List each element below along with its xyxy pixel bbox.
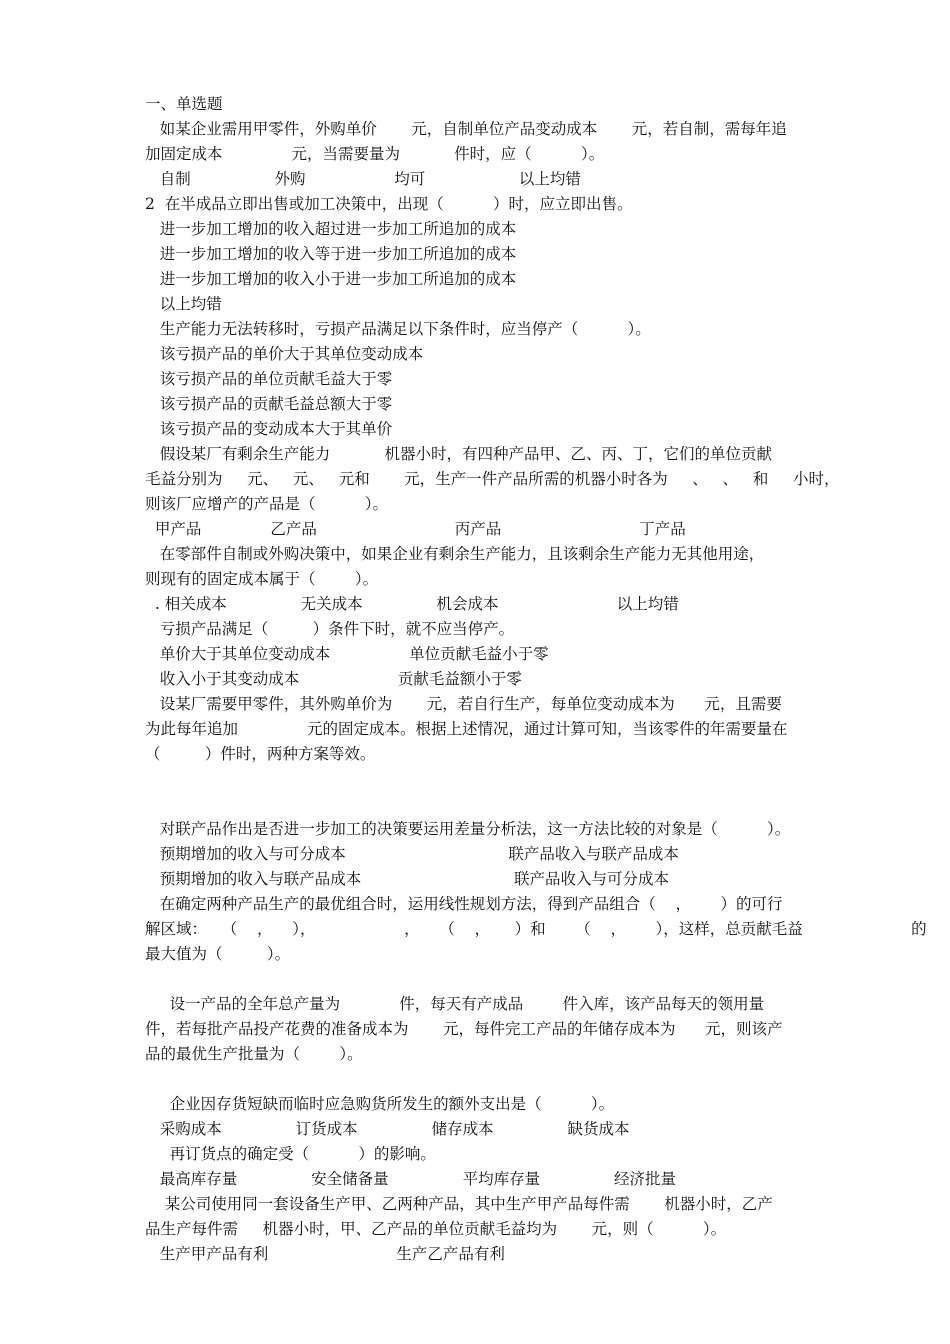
text-line: 解区域： （ ， ）， ， （ ， ）和 （ ， ），这样，总贡献毛益 的 — [145, 920, 927, 938]
text-line: 在零部件自制或外购决策中，如果企业有剩余生产能力，且该剩余生产能力无其他用途， — [145, 545, 765, 563]
text-line: 最高库存量 安全储备量 平均库存量 经济批量 — [145, 1170, 676, 1188]
text-line: 预期增加的收入与可分成本 联产品收入与联产品成本 — [145, 845, 679, 863]
text-line: 如某企业需用甲零件，外购单价 元，自制单位产品变动成本 元，若自制，需每年追 — [145, 120, 787, 138]
text-line: 为此每年追加 元的固定成本。根据上述情况，通过计算可知，当该零件的年需要量在 — [145, 720, 788, 738]
text-line: 采购成本 订货成本 储存成本 缺货成本 — [145, 1120, 630, 1138]
text-line: 某公司使用同一套设备生产甲、乙两种产品，其中生产甲产品每件需 机器小时，乙产 — [145, 1195, 773, 1213]
text-line: 企业因存货短缺而临时应急购货所发生的额外支出是（ ）。 — [145, 1095, 615, 1113]
text-line: 在确定两种产品生产的最优组合时，运用线性规划方法，得到产品组合（ ， ）的可行 — [145, 895, 783, 913]
text-line: 生产甲产品有利 生产乙产品有利 — [145, 1245, 505, 1263]
text-line: 设某厂需要甲零件，其外购单价为 元，若自行生产，每单位变动成本为 元，且需要 — [145, 695, 782, 713]
text-line: 品的最优生产批量为（ ）。 — [145, 1045, 363, 1063]
text-line: 单价大于其单位变动成本 单位贡献毛益小于零 — [145, 645, 549, 663]
text-line: 则该厂应增产的产品是（ ）。 — [145, 495, 389, 513]
text-line: . 相关成本 无关成本 机会成本 以上均错 — [145, 595, 679, 613]
text-line: 最大值为（ ）。 — [145, 945, 291, 963]
text-line: 毛益分别为 元、 元、 元和 元，生产一件产品所需的机器小时各为 、 、 和 小时， — [145, 470, 840, 488]
text-line: 则现有的固定成本属于（ ）。 — [145, 570, 379, 588]
text-line: 进一步加工增加的收入等于进一步加工所追加的成本 — [145, 245, 517, 263]
text-line: 品生产每件需 机器小时，甲、乙产品的单位贡献毛益均为 元，则（ ）。 — [145, 1220, 727, 1238]
text-line: 一、单选题 — [145, 95, 223, 113]
text-line: 该亏损产品的变动成本大于其单价 — [145, 420, 393, 438]
text-line: 该亏损产品的单位贡献毛益大于零 — [145, 370, 393, 388]
text-line: 2 在半成品立即出售或加工决策中，出现（ ）时，应立即出售。 — [145, 195, 633, 213]
text-line: 对联产品作出是否进一步加工的决策要运用差量分析法，这一方法比较的对象是（ ）。 — [145, 820, 791, 838]
text-line: 进一步加工增加的收入超过进一步加工所追加的成本 — [145, 220, 517, 238]
text-line: 自制 外购 均可 以上均错 — [145, 170, 581, 188]
text-line: 件，若每批产品投产花费的准备成本为 元，每件完工产品的年储存成本为 元，则该产 — [145, 1020, 783, 1038]
text-line: 收入小于其变动成本 贡献毛益额小于零 — [145, 670, 522, 688]
text-line: 亏损产品满足（ ）条件下时，就不应当停产。 — [145, 620, 515, 638]
text-line: 以上均错 — [145, 295, 222, 313]
text-line: 预期增加的收入与联产品成本 联产品收入与可分成本 — [145, 870, 670, 888]
text-line: 甲产品 乙产品 丙产品 丁产品 — [145, 520, 686, 538]
text-line: 该亏损产品的单价大于其单位变动成本 — [145, 345, 424, 363]
text-line: 再订货点的确定受（ ）的影响。 — [145, 1145, 436, 1163]
text-line: 进一步加工增加的收入小于进一步加工所追加的成本 — [145, 270, 517, 288]
text-line: 生产能力无法转移时，亏损产品满足以下条件时，应当停产（ ）。 — [145, 320, 651, 338]
text-line: 设一产品的全年总产量为 件，每天有产成品 件入库，该产品每天的领用量 — [145, 995, 765, 1013]
text-line: 加固定成本 元，当需要量为 件时，应（ ）。 — [145, 145, 605, 163]
text-line: 假设某厂有剩余生产能力 机器小时，有四种产品甲、乙、丙、丁，它们的单位贡献 — [145, 445, 772, 463]
text-line: （ ）件时，两种方案等效。 — [145, 745, 376, 763]
text-line: 该亏损产品的贡献毛益总额大于零 — [145, 395, 393, 413]
